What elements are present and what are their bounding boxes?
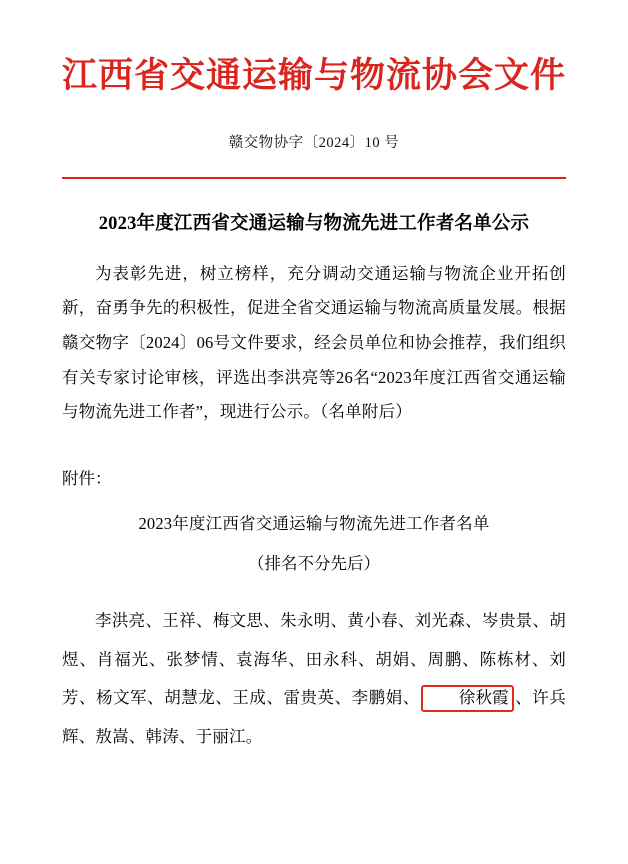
masthead (62, 0, 566, 98)
name-list-segment-after: 、许兵辉、敖嵩、韩涛、于丽江。 (62, 688, 567, 747)
attachment-label: 附件： (62, 468, 112, 488)
name-list-segment-before: 李洪亮、王祥、梅文思、朱永明、黄小春、刘光森、岑贵景、胡煜、肖福光、张梦情、袁海华、田永科、胡娟、周鹏、陈栋材、刘芳、杨文军、胡慧龙、王成、雷贵英、李鹏娟、 (62, 610, 566, 708)
attachment-title: 2023年度江西省交通运输与物流先进工作者名单 (138, 513, 490, 533)
name-list (62, 602, 566, 757)
red-divider-rule (62, 177, 566, 179)
body-paragraph: 为表彰先进，树立榜样，充分调动交通运输与物流企业开拓创新，奋勇争先的积极性，促进全省交通运输与物流高质量发展。根据赣交物字〔2024〕06号文件要求，经会员单位和协会推荐，我们组织有关专家讨论审核，评选出李洪亮等26名“2023年度江西省交通运输与物流先进工作者”，现进行公示。（名单附后） (62, 263, 566, 422)
attachment-subtitle: （排名不分先后） (248, 554, 380, 574)
body-text (62, 257, 566, 430)
document-number: 赣交物协字〔2024〕10 号 (228, 134, 400, 151)
organization-title: 江西省交通运输与物流协会文件 (62, 55, 567, 96)
page-title: 2023年度江西省交通运输与物流先进工作者名单公示 (98, 213, 530, 234)
name-list-paragraph (62, 602, 566, 757)
highlighted-name: 徐秋霞 (421, 685, 514, 711)
